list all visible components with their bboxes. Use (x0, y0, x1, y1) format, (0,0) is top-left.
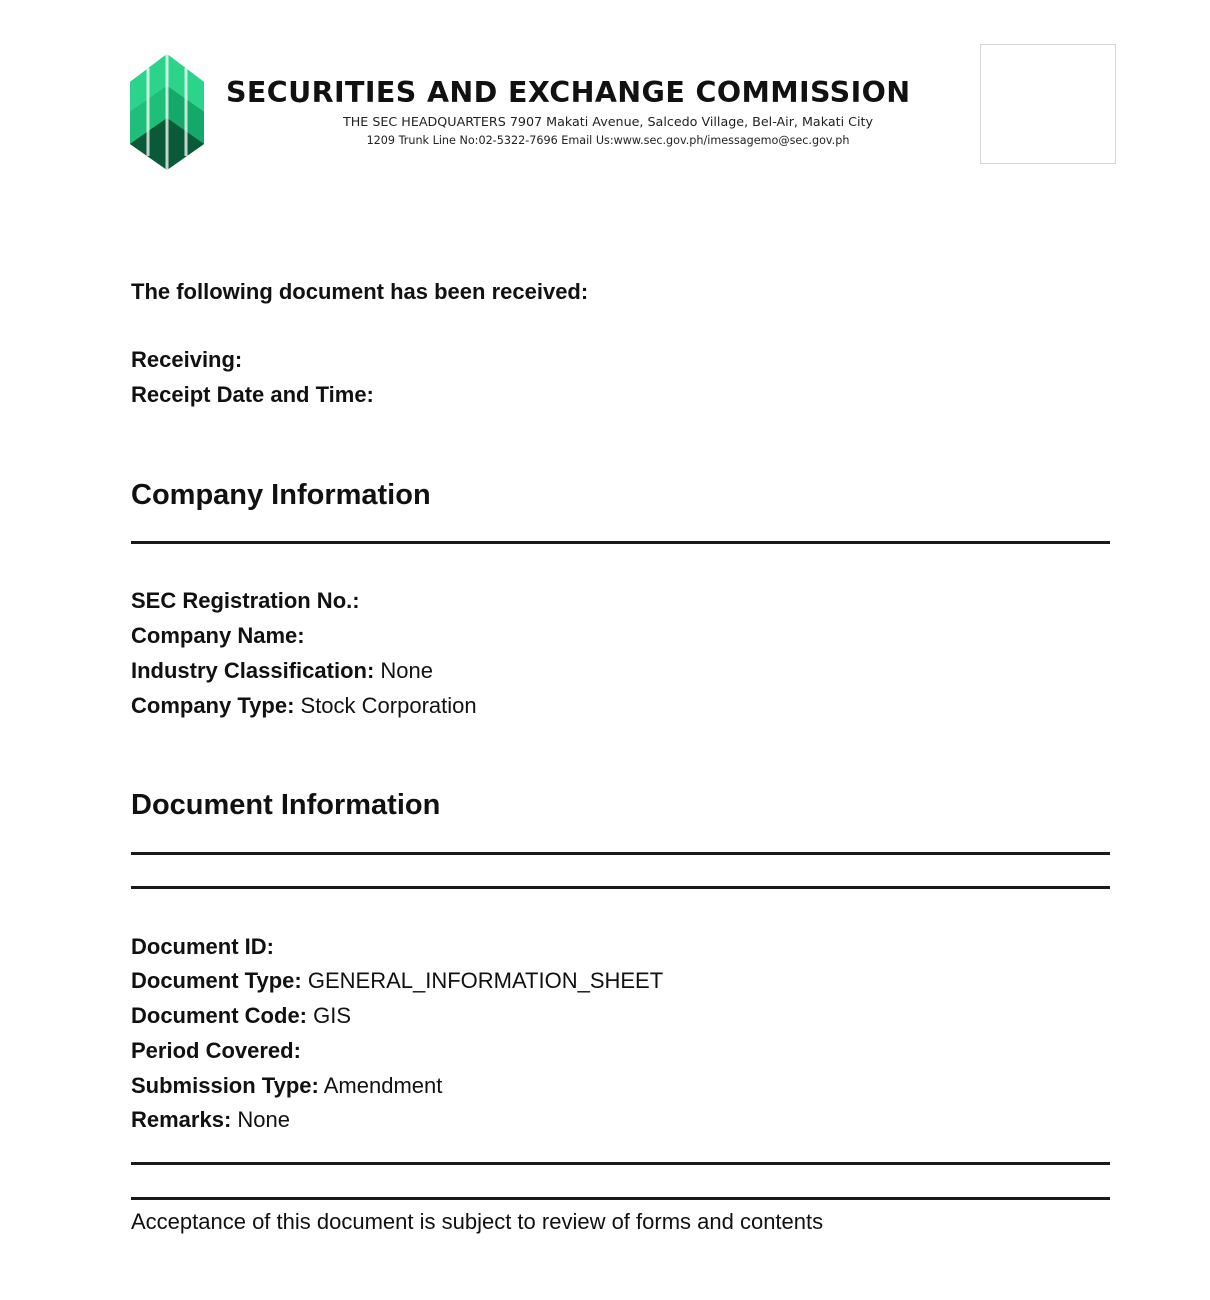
divider (131, 886, 1110, 889)
industry-classification-label: Industry Classification: (131, 658, 375, 683)
document-code-row (131, 1003, 351, 1029)
intro-text: The following document has been received: (131, 279, 589, 304)
period-covered-label: Period Covered: (131, 1038, 301, 1063)
document-code-label: Document Code: (131, 1003, 307, 1028)
acceptance-note: Acceptance of this document is subject to review of forms and contents (131, 1209, 824, 1234)
industry-classification-row (131, 658, 433, 684)
company-info-heading: Company Information (131, 479, 431, 511)
organization-name: SECURITIES AND EXCHANGE COMMISSION (226, 76, 911, 109)
divider (131, 852, 1110, 855)
remarks-row (131, 1107, 290, 1133)
document-type-row (131, 968, 663, 994)
company-type-row (131, 693, 477, 719)
company-type-label: Company Type: (131, 693, 295, 718)
divider (131, 1162, 1110, 1165)
stamp-box (980, 44, 1116, 164)
receiving-label: Receiving: (131, 347, 243, 372)
submission-type-row (131, 1073, 442, 1099)
address-line-1: THE SEC HEADQUARTERS 7907 Makati Avenue, Salcedo Village, Bel-Air, Makati City (343, 114, 873, 129)
document-id-row (131, 934, 274, 960)
receiving-row (131, 347, 242, 373)
sec-registration-row (131, 588, 360, 614)
address-line-2: 1209 Trunk Line No:02-5322-7696 Email Us:www.sec.gov.ph/imessagemo@sec.gov.ph (366, 134, 850, 147)
document-code-value: GIS (313, 1003, 352, 1028)
remarks-label: Remarks: (131, 1107, 232, 1132)
document-id-label: Document ID: (131, 934, 274, 959)
period-covered-row (131, 1038, 301, 1064)
document-type-value: GENERAL_INFORMATION_SHEET (307, 968, 664, 993)
sec-crystal-logo-icon (128, 52, 206, 172)
company-name-row (131, 623, 305, 649)
company-type-value: Stock Corporation (300, 693, 477, 718)
receipt-datetime-label: Receipt Date and Time: (131, 382, 374, 407)
industry-classification-value: None (380, 658, 433, 683)
divider (131, 1197, 1110, 1200)
company-name-label: Company Name: (131, 623, 305, 648)
submission-type-value: Amendment (323, 1073, 443, 1098)
document-info-heading: Document Information (131, 789, 441, 821)
divider (131, 541, 1110, 544)
document-type-label: Document Type: (131, 968, 302, 993)
remarks-value: None (237, 1107, 290, 1132)
submission-type-label: Submission Type: (131, 1073, 319, 1098)
sec-registration-label: SEC Registration No.: (131, 588, 360, 613)
receipt-datetime-row (131, 382, 374, 408)
